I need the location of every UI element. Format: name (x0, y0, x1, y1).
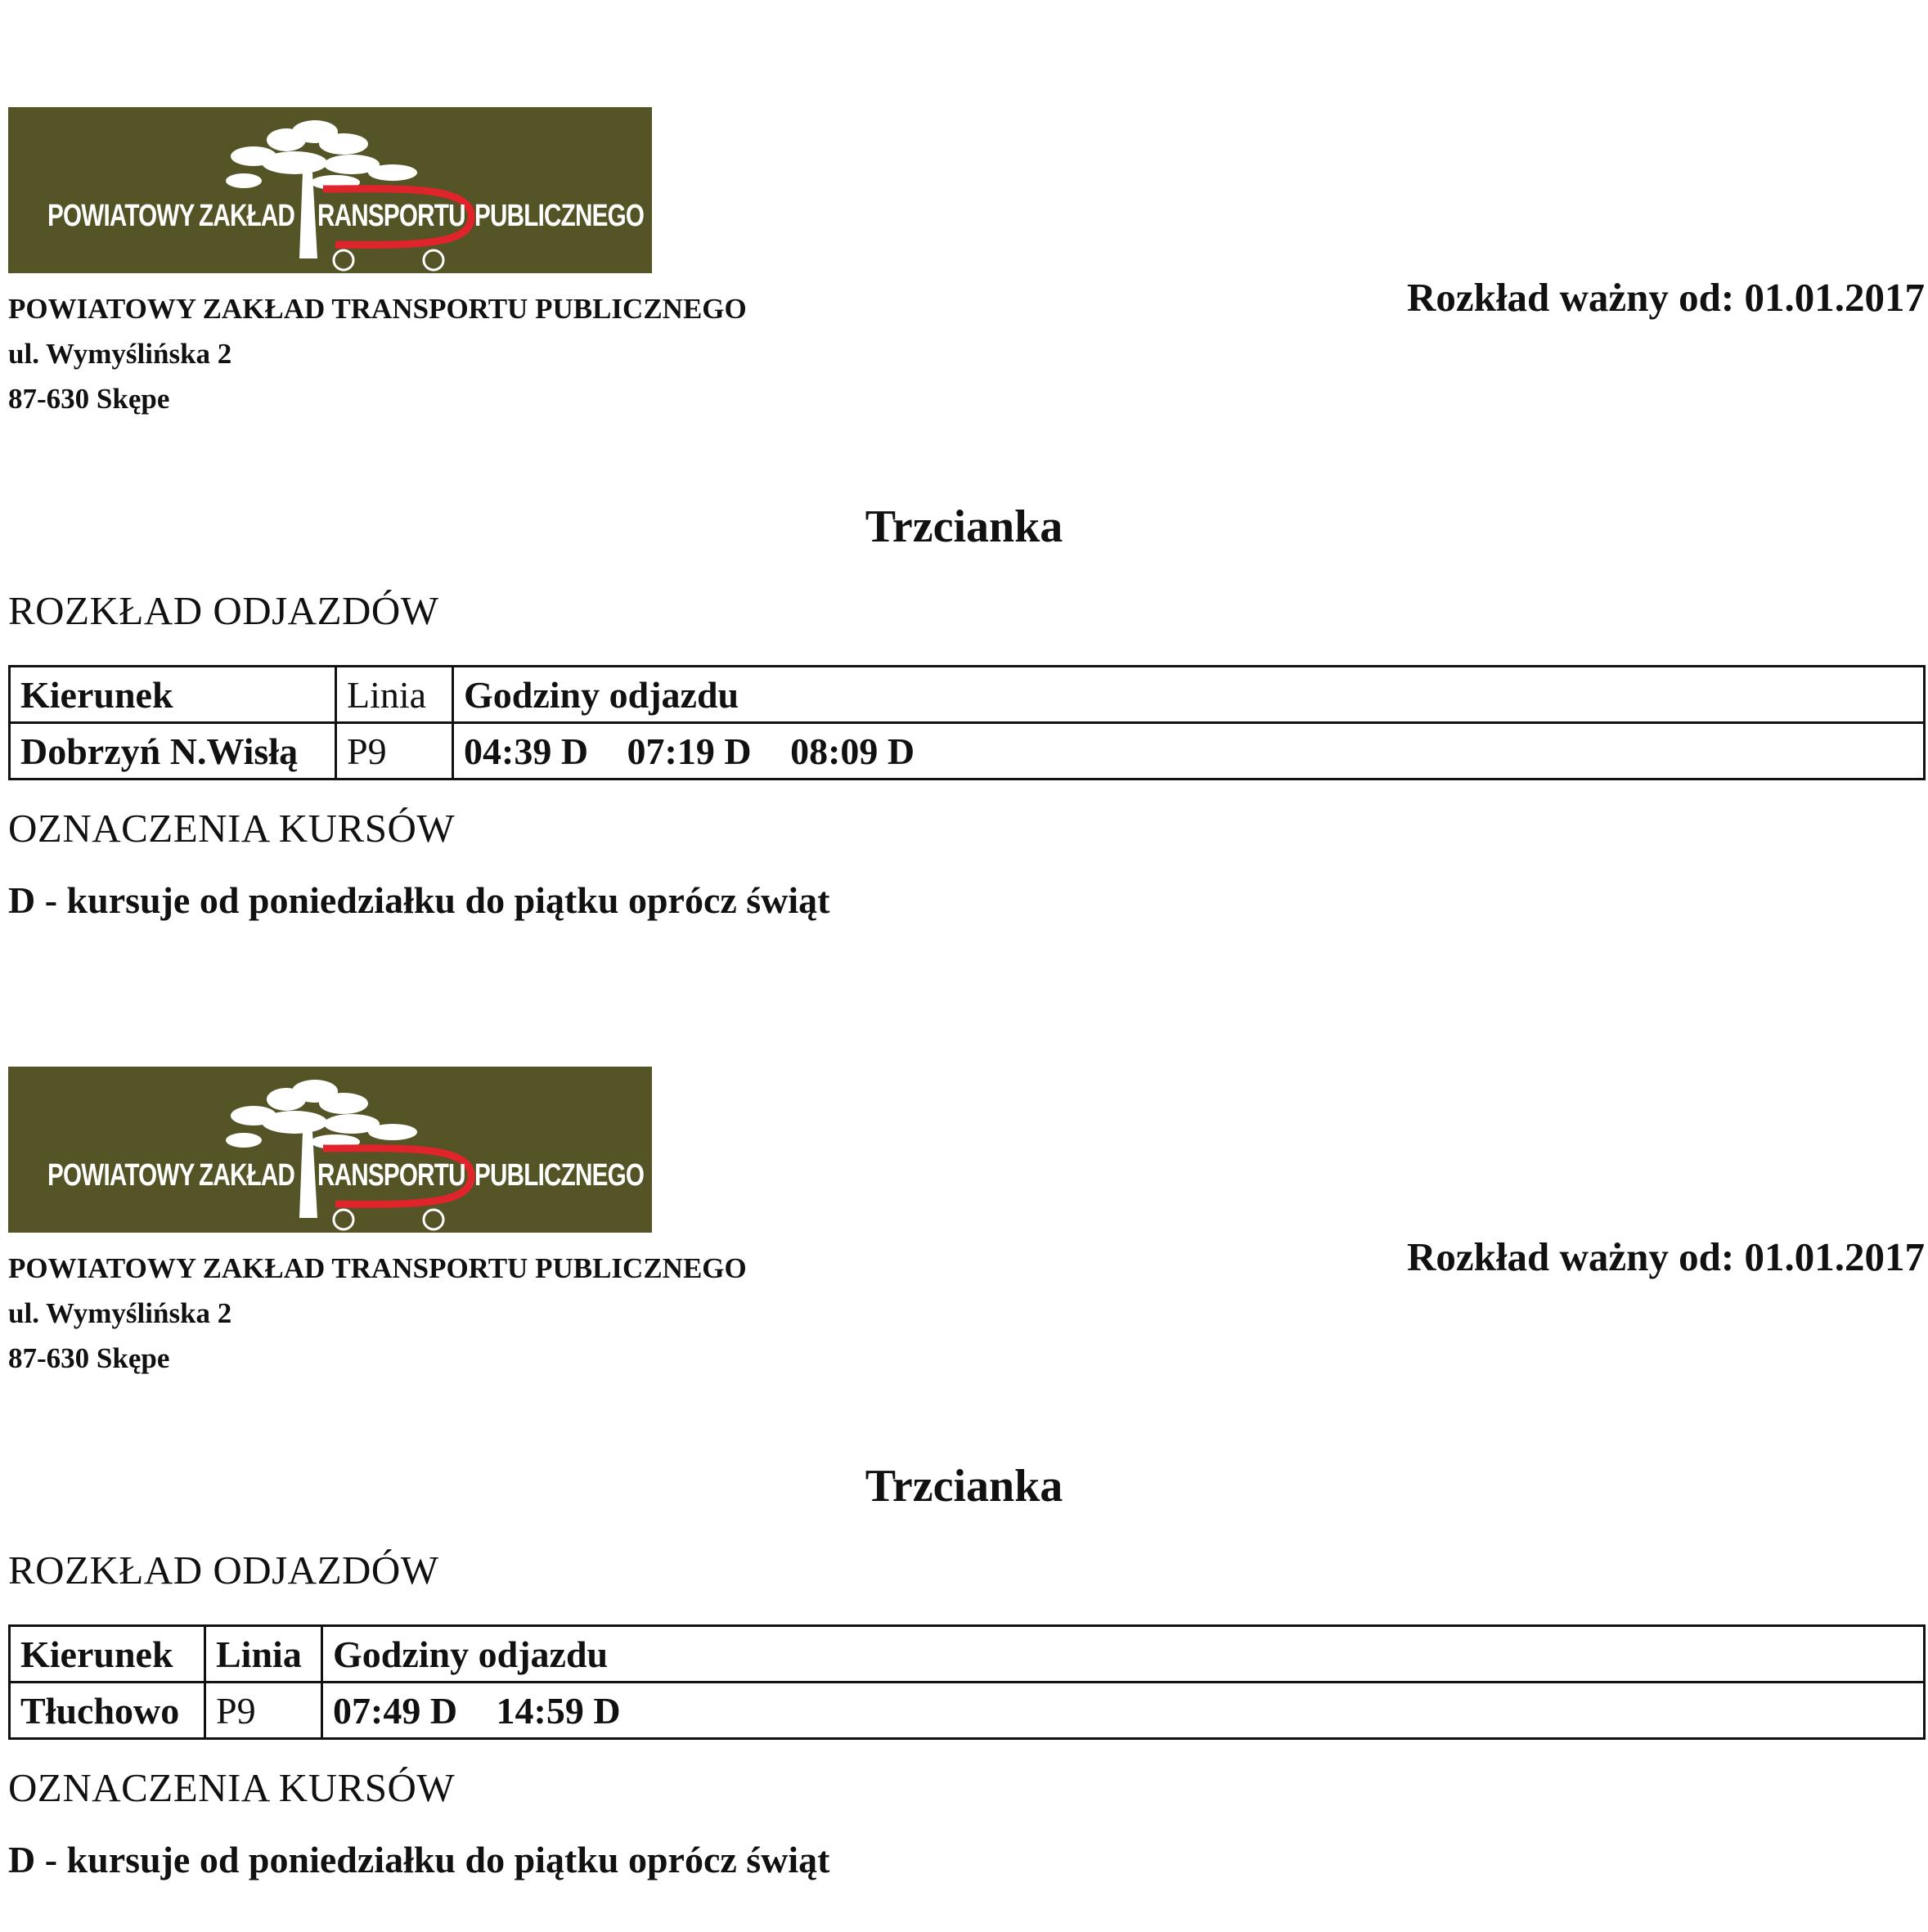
header-times: Godziny odjazdu (453, 667, 1925, 723)
table-header-row (10, 1626, 1925, 1683)
company-logo (8, 107, 652, 273)
departure-time: 07:19 D (627, 730, 752, 772)
row-times (322, 1683, 1925, 1739)
logo-word-4: PUBLICZNEGO (474, 1158, 645, 1193)
timetable-section-2 (0, 959, 1928, 1908)
company-street: ul. Wymyślińska 2 (8, 1297, 232, 1329)
header-direction: Kierunek (10, 667, 336, 723)
logo-word-3: RANSPORTU (317, 199, 465, 233)
table-header-row (10, 667, 1925, 723)
legend-text: D - kursuje od poniedziałku do piątku oprócz świąt (8, 879, 830, 921)
header-line: Linia (336, 667, 453, 723)
departure-time: 08:09 D (790, 730, 915, 772)
schedule-title: ROZKŁAD ODJAZDÓW (8, 1548, 439, 1593)
row-direction: Dobrzyń N.Wisłą (10, 723, 336, 780)
legend-title: OZNACZENIA KURSÓW (8, 806, 456, 851)
legend-text: D - kursuje od poniedziałku do piątku oprócz świąt (8, 1839, 830, 1880)
company-logo (8, 1067, 652, 1233)
logo-word-3: RANSPORTU (317, 1158, 465, 1193)
header-line: Linia (205, 1626, 322, 1683)
company-name: POWIATOWY ZAKŁAD TRANSPORTU PUBLICZNEGO (8, 1252, 747, 1284)
logo-word-2: ZAKŁAD (199, 199, 295, 233)
tree-bus-icon (8, 107, 652, 273)
departures-table (8, 1624, 1926, 1740)
header-direction: Kierunek (10, 1626, 205, 1683)
company-name: POWIATOWY ZAKŁAD TRANSPORTU PUBLICZNEGO (8, 293, 747, 325)
valid-from: Rozkład ważny od: 01.01.2017 (1407, 275, 1925, 320)
departures-table (8, 665, 1926, 780)
logo-word-1: POWIATOWY (47, 1158, 195, 1193)
row-line: P9 (205, 1683, 322, 1739)
departure-time: 14:59 D (496, 1689, 621, 1732)
table-row (10, 1683, 1925, 1739)
table-row (10, 723, 1925, 780)
company-address (8, 1246, 747, 1381)
logo-word-1: POWIATOWY (47, 199, 195, 233)
company-city: 87-630 Skępe (8, 383, 170, 415)
company-street: ul. Wymyślińska 2 (8, 338, 232, 370)
row-direction: Tłuchowo (10, 1683, 205, 1739)
stop-name: Trzcianka (865, 1461, 1063, 1512)
row-times (453, 723, 1925, 780)
header-times: Godziny odjazdu (322, 1626, 1925, 1683)
stop-name: Trzcianka (865, 501, 1063, 552)
company-city: 87-630 Skępe (8, 1342, 170, 1374)
legend-title: OZNACZENIA KURSÓW (8, 1765, 456, 1810)
valid-from: Rozkład ważny od: 01.01.2017 (1407, 1234, 1925, 1279)
departure-time: 04:39 D (464, 730, 589, 772)
logo-word-4: PUBLICZNEGO (474, 199, 645, 233)
departure-time: 07:49 D (333, 1689, 458, 1732)
row-line: P9 (336, 723, 453, 780)
tree-bus-icon (8, 1067, 652, 1233)
schedule-title: ROZKŁAD ODJAZDÓW (8, 588, 439, 633)
timetable-section-1 (0, 0, 1928, 949)
logo-word-2: ZAKŁAD (199, 1158, 295, 1193)
company-address (8, 286, 747, 421)
